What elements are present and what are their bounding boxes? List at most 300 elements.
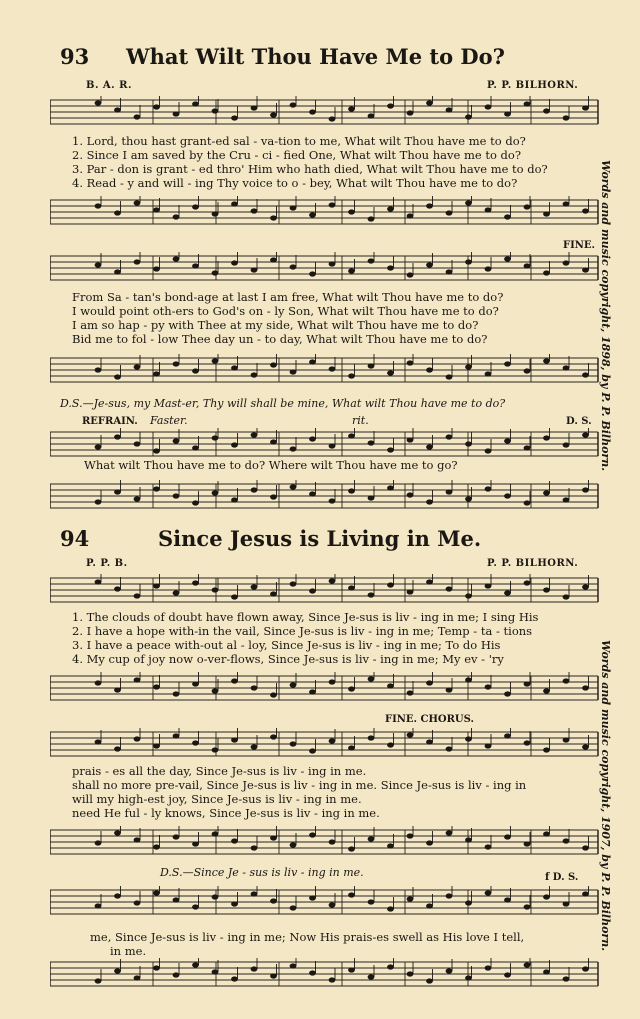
note-head <box>153 266 160 271</box>
note-head <box>309 212 316 217</box>
note-head <box>465 975 472 980</box>
note-head <box>368 258 375 263</box>
note-head <box>368 216 375 221</box>
note-head <box>290 905 297 910</box>
refrain-label: REFRAIN. <box>82 416 138 427</box>
note-head <box>524 368 531 373</box>
note-head <box>270 692 277 697</box>
note-head <box>524 445 531 450</box>
note-head <box>582 891 589 896</box>
note-head <box>368 899 375 904</box>
note-head <box>465 259 472 264</box>
bass-staff <box>50 826 600 854</box>
note-head <box>231 365 238 370</box>
ds-mark: D. S. <box>566 416 592 427</box>
note-head <box>504 733 511 738</box>
note-head <box>309 588 316 593</box>
note-head <box>192 841 199 846</box>
note-head <box>231 115 238 120</box>
note-head <box>134 259 141 264</box>
verse-line: will my high-est joy, Since Je-sus is liv - ing in me. <box>72 792 362 806</box>
note-head <box>465 900 472 905</box>
note-head <box>446 489 453 494</box>
note-head <box>95 100 102 105</box>
note-head <box>329 977 336 982</box>
note-head <box>368 974 375 979</box>
rit-mark: rit. <box>352 414 369 427</box>
note-head <box>153 890 160 895</box>
note-head <box>348 892 355 897</box>
note-head <box>329 839 336 844</box>
note-head <box>348 106 355 111</box>
note-head <box>387 964 394 969</box>
note-head <box>329 202 336 207</box>
note-head <box>329 116 336 121</box>
note-head <box>134 441 141 446</box>
note-head <box>543 831 550 836</box>
note-head <box>387 843 394 848</box>
final-lyric-line: me, Since Je-sus is liv - ing in me; Now His prais-es swell as His love I tell, <box>90 930 525 944</box>
note-head <box>329 443 336 448</box>
note-head <box>465 441 472 446</box>
note-head <box>153 371 160 376</box>
note-head <box>114 830 121 835</box>
note-head <box>251 845 258 850</box>
note-head <box>524 204 531 209</box>
note-head <box>465 837 472 842</box>
note-head <box>192 904 199 909</box>
note-head <box>387 742 394 747</box>
bass-staff <box>50 196 600 224</box>
note-head <box>251 208 258 213</box>
note-head <box>153 743 160 748</box>
note-head <box>582 966 589 971</box>
note-head <box>153 104 160 109</box>
note-head <box>114 746 121 751</box>
verse-line: 1. The clouds of doubt have flown away, Since Je-sus is liv - ing in me; I sing His <box>72 610 539 624</box>
note-head <box>485 583 492 588</box>
note-head <box>446 374 453 379</box>
verse-line: From Sa - tan's bond-age at last I am free, What wilt Thou have me to do? <box>72 290 504 304</box>
note-head <box>563 838 570 843</box>
verse-line: I am so hap - py with Thee at my side, What wilt Thou have me to do? <box>72 318 479 332</box>
note-head <box>95 262 102 267</box>
note-head <box>212 688 219 693</box>
note-head <box>524 263 531 268</box>
note-head <box>407 437 414 442</box>
note-head <box>270 591 277 596</box>
note-head <box>134 496 141 501</box>
note-head <box>426 840 433 845</box>
note-head <box>426 579 433 584</box>
note-head <box>407 272 414 277</box>
note-head <box>270 835 277 840</box>
verse-line: 2. I have a hope with-in the vail, Since Je-sus is liv - ing in me; Temp - ta - tions <box>72 624 533 638</box>
note-head <box>407 971 414 976</box>
note-head <box>407 213 414 218</box>
note-head <box>309 271 316 276</box>
copyright-notice: Words and music copyright, 1898, by P. P. Bilhorn. <box>599 160 612 472</box>
note-head <box>270 898 277 903</box>
note-head <box>290 842 297 847</box>
verse-line: 4. Read - y and will - ing Thy voice to o - bey, What wilt Thou have me to do? <box>72 176 518 190</box>
tempo-mark: Faster. <box>150 414 188 427</box>
note-head <box>465 496 472 501</box>
composer: P. P. BILHORN. <box>487 80 579 91</box>
note-head <box>231 976 238 981</box>
note-head <box>153 684 160 689</box>
note-head <box>173 111 180 116</box>
note-head <box>270 257 277 262</box>
note-head <box>543 587 550 592</box>
note-head <box>329 679 336 684</box>
fine-mark: FINE. <box>563 240 596 251</box>
note-head <box>134 736 141 741</box>
note-head <box>348 745 355 750</box>
note-head <box>231 260 238 265</box>
note-head <box>173 972 180 977</box>
note-head <box>95 739 102 744</box>
note-head <box>329 902 336 907</box>
verse-line: prais - es all the day, Since Je-sus is liv - ing in me. <box>72 764 367 778</box>
note-head <box>212 358 219 363</box>
copyright-notice: Words and music copyright, 1907, by P. P. Bilhorn. <box>599 640 612 952</box>
note-head <box>465 200 472 205</box>
composer: P. P. BILHORN. <box>487 558 579 569</box>
note-head <box>543 894 550 899</box>
note-head <box>582 267 589 272</box>
note-head <box>329 366 336 371</box>
treble-staff <box>50 96 600 124</box>
note-head <box>348 967 355 972</box>
note-head <box>173 691 180 696</box>
note-head <box>290 581 297 586</box>
note-head <box>192 445 199 450</box>
note-head <box>290 264 297 269</box>
note-head <box>563 115 570 120</box>
note-head <box>153 844 160 849</box>
note-head <box>192 740 199 745</box>
note-head <box>290 963 297 968</box>
note-head <box>387 447 394 452</box>
note-head <box>270 734 277 739</box>
note-head <box>485 371 492 376</box>
verse-line: 3. Par - don is grant - ed thro' Him who hath died, What wilt Thou have me to do? <box>72 162 548 176</box>
note-head <box>407 732 414 737</box>
note-head <box>114 434 121 439</box>
treble-staff <box>50 574 600 602</box>
note-head <box>114 107 121 112</box>
note-head <box>251 432 258 437</box>
note-head <box>407 833 414 838</box>
note-head <box>212 108 219 113</box>
note-head <box>504 972 511 977</box>
note-head <box>504 590 511 595</box>
note-head <box>407 492 414 497</box>
note-head <box>563 594 570 599</box>
note-head <box>563 365 570 370</box>
note-head <box>465 364 472 369</box>
note-head <box>114 968 121 973</box>
note-head <box>192 500 199 505</box>
note-head <box>309 832 316 837</box>
note-head <box>173 834 180 839</box>
note-head <box>114 586 121 591</box>
note-head <box>173 733 180 738</box>
note-head <box>290 682 297 687</box>
note-head <box>465 114 472 119</box>
note-head <box>465 736 472 741</box>
note-head <box>95 499 102 504</box>
note-head <box>524 841 531 846</box>
note-head <box>231 678 238 683</box>
note-head <box>426 978 433 983</box>
note-head <box>504 361 511 366</box>
note-head <box>504 214 511 219</box>
note-head <box>524 681 531 686</box>
note-head <box>504 111 511 116</box>
hymn-number: 93 <box>60 44 90 69</box>
note-head <box>368 495 375 500</box>
note-head <box>134 114 141 119</box>
note-head <box>192 368 199 373</box>
note-head <box>387 370 394 375</box>
note-head <box>407 589 414 594</box>
verse-line: Bid me to fol - low Thee day un - to day, What wilt Thou have me to do? <box>72 332 488 346</box>
note-head <box>290 446 297 451</box>
note-head <box>543 108 550 113</box>
note-head <box>134 677 141 682</box>
note-head <box>582 487 589 492</box>
note-head <box>153 448 160 453</box>
note-head <box>251 966 258 971</box>
note-head <box>173 214 180 219</box>
note-head <box>485 844 492 849</box>
note-head <box>485 965 492 970</box>
note-head <box>426 903 433 908</box>
note-head <box>446 269 453 274</box>
note-head <box>329 261 336 266</box>
note-head <box>270 973 277 978</box>
note-head <box>134 837 141 842</box>
note-head <box>173 361 180 366</box>
note-head <box>212 747 219 752</box>
note-head <box>251 372 258 377</box>
note-head <box>251 891 258 896</box>
note-head <box>368 836 375 841</box>
note-head <box>524 101 531 106</box>
note-head <box>329 738 336 743</box>
note-head <box>153 965 160 970</box>
note-head <box>485 448 492 453</box>
note-head <box>407 690 414 695</box>
note-head <box>582 685 589 690</box>
note-head <box>231 737 238 742</box>
verse-line: need He ful - ly knows, Since Je-sus is liv - ing in me. <box>72 806 380 820</box>
note-head <box>524 962 531 967</box>
note-head <box>387 103 394 108</box>
verse-line: I would point oth-ers to God's on - ly Son, What wilt Thou have me to do? <box>72 304 499 318</box>
note-head <box>114 210 121 215</box>
lyricist: P. P. B. <box>86 558 128 569</box>
note-head <box>543 270 550 275</box>
note-head <box>426 499 433 504</box>
note-head <box>348 373 355 378</box>
note-head <box>212 211 219 216</box>
note-head <box>251 584 258 589</box>
note-head <box>231 901 238 906</box>
note-head <box>563 678 570 683</box>
note-head <box>290 741 297 746</box>
note-head <box>368 676 375 681</box>
note-head <box>134 593 141 598</box>
note-head <box>582 372 589 377</box>
note-head <box>95 444 102 449</box>
note-head <box>368 440 375 445</box>
note-head <box>504 493 511 498</box>
note-head <box>368 592 375 597</box>
note-head <box>465 593 472 598</box>
note-head <box>446 586 453 591</box>
note-head <box>309 109 316 114</box>
note-head <box>446 210 453 215</box>
note-head <box>543 211 550 216</box>
note-head <box>270 215 277 220</box>
note-head <box>563 497 570 502</box>
note-head <box>582 744 589 749</box>
note-head <box>426 100 433 105</box>
note-head <box>348 585 355 590</box>
hymn-title: Since Jesus is Living in Me. <box>158 526 482 551</box>
bass-staff <box>50 958 600 986</box>
note-head <box>192 681 199 686</box>
note-head <box>563 901 570 906</box>
note-head <box>387 485 394 490</box>
note-head <box>426 739 433 744</box>
note-head <box>95 203 102 208</box>
note-head <box>582 845 589 850</box>
note-head <box>485 207 492 212</box>
note-head <box>465 677 472 682</box>
note-head <box>407 110 414 115</box>
note-head <box>231 442 238 447</box>
note-head <box>446 687 453 692</box>
note-head <box>446 968 453 973</box>
note-head <box>173 897 180 902</box>
note-head <box>251 487 258 492</box>
note-head <box>212 831 219 836</box>
ds-line: D.S.—Since Je - sus is liv - ing in me. <box>160 866 364 879</box>
note-head <box>173 493 180 498</box>
note-head <box>290 369 297 374</box>
note-head <box>153 207 160 212</box>
note-head <box>543 969 550 974</box>
ds-line: D.S.—Je-sus, my Mast-er, Thy will shall be mine, What wilt Thou have me to do? <box>60 397 506 410</box>
treble-staff <box>50 428 600 456</box>
note-head <box>582 105 589 110</box>
note-head <box>582 432 589 437</box>
note-head <box>192 962 199 967</box>
note-head <box>95 978 102 983</box>
note-head <box>582 584 589 589</box>
fine-chorus-mark: FINE. CHORUS. <box>385 714 474 725</box>
note-head <box>348 268 355 273</box>
note-head <box>95 840 102 845</box>
hymn-number: 94 <box>60 526 90 551</box>
ds-mark: f D. S. <box>545 872 579 883</box>
note-head <box>173 256 180 261</box>
note-head <box>426 367 433 372</box>
note-head <box>192 263 199 268</box>
note-head <box>348 686 355 691</box>
final-lyric-line: in me. <box>110 944 147 958</box>
note-head <box>153 583 160 588</box>
note-head <box>231 594 238 599</box>
lyricist: B. A. R. <box>86 80 132 91</box>
note-head <box>212 969 219 974</box>
note-head <box>582 208 589 213</box>
note-head <box>270 362 277 367</box>
note-head <box>524 740 531 745</box>
note-head <box>524 500 531 505</box>
note-head <box>368 113 375 118</box>
note-head <box>173 438 180 443</box>
note-head <box>114 489 121 494</box>
note-head <box>407 360 414 365</box>
note-head <box>348 433 355 438</box>
note-head <box>251 744 258 749</box>
note-head <box>309 436 316 441</box>
verse-line: 2. Since I am saved by the Cru - ci - fied One, What wilt Thou have me to do? <box>72 148 521 162</box>
note-head <box>348 846 355 851</box>
note-head <box>543 490 550 495</box>
note-head <box>251 267 258 272</box>
bass-staff <box>50 480 600 508</box>
note-head <box>329 498 336 503</box>
note-head <box>446 746 453 751</box>
note-head <box>270 494 277 499</box>
note-head <box>114 374 121 379</box>
note-head <box>309 970 316 975</box>
note-head <box>446 107 453 112</box>
note-head <box>543 435 550 440</box>
note-head <box>290 102 297 107</box>
note-head <box>309 748 316 753</box>
note-head <box>524 580 531 585</box>
note-head <box>212 587 219 592</box>
note-head <box>387 206 394 211</box>
note-head <box>114 269 121 274</box>
note-head <box>563 976 570 981</box>
note-head <box>309 359 316 364</box>
note-head <box>270 112 277 117</box>
note-head <box>114 687 121 692</box>
note-head <box>192 204 199 209</box>
note-head <box>251 105 258 110</box>
note-head <box>290 484 297 489</box>
note-head <box>95 903 102 908</box>
note-head <box>524 904 531 909</box>
note-head <box>231 497 238 502</box>
note-head <box>504 438 511 443</box>
note-head <box>348 209 355 214</box>
note-head <box>485 743 492 748</box>
note-head <box>134 364 141 369</box>
note-head <box>504 691 511 696</box>
verse-line: 1. Lord, thou hast grant-ed sal - va-tion to me, What wilt Thou have me to do? <box>72 134 526 148</box>
hymn-title: What Wilt Thou Have Me to Do? <box>126 44 505 69</box>
note-head <box>348 488 355 493</box>
